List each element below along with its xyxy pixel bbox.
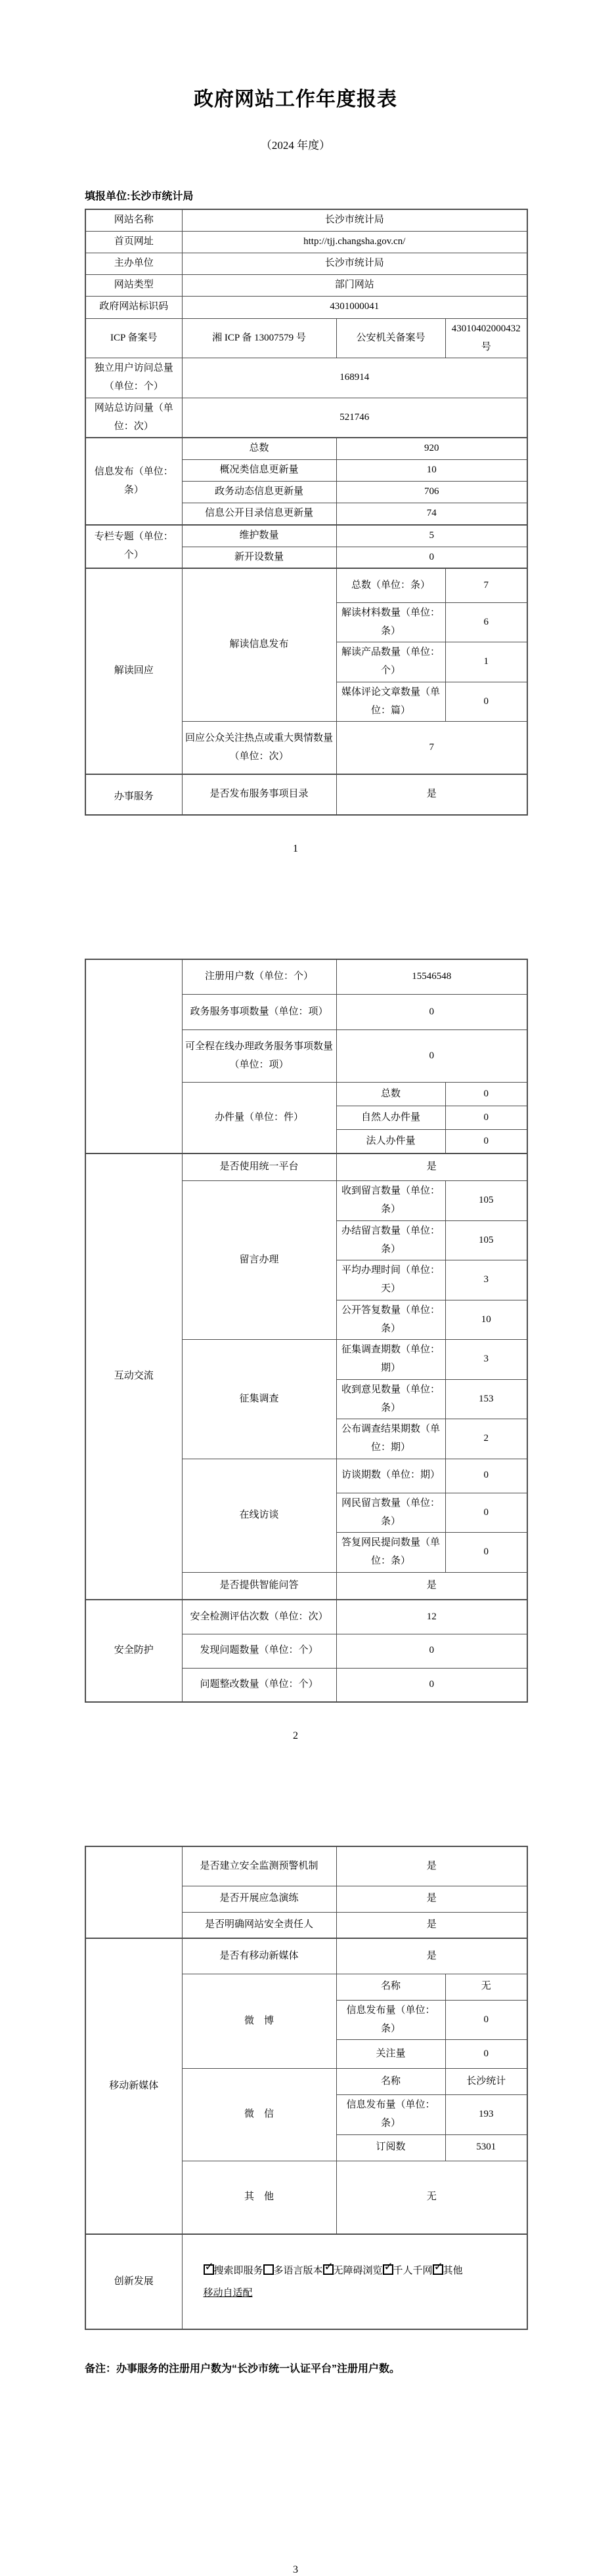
case-natural-label: 自然人办件量 xyxy=(336,1106,445,1130)
mobile-other-value: 无 xyxy=(336,2161,527,2234)
table-row xyxy=(85,209,527,231)
security-continuation-cell xyxy=(85,1846,182,1938)
interp-products-value: 1 xyxy=(445,642,527,682)
page-number-3: 3 xyxy=(293,2564,298,2576)
table-row xyxy=(85,231,527,253)
mobile-group-label: 移动新媒体 xyxy=(85,1938,182,2234)
messages-public-replies-value: 10 xyxy=(445,1300,527,1340)
weibo-name-label: 名称 xyxy=(336,1974,445,2000)
wechat-posts-value: 193 xyxy=(445,2095,527,2135)
interaction-group-label: 互动交流 xyxy=(85,1153,182,1600)
interpretation-group-label: 解读回应 xyxy=(85,568,182,774)
special-columns-group-label: 专栏专题（单位：个） xyxy=(85,525,182,569)
table-row xyxy=(85,774,527,815)
security-group-label: 安全防护 xyxy=(85,1600,182,1702)
messages-avg-time-label: 平均办理时间（单位：天） xyxy=(336,1260,445,1300)
table-row xyxy=(85,296,527,318)
case-legal-label: 法人办件量 xyxy=(336,1130,445,1153)
site-name-label: 网站名称 xyxy=(85,209,182,231)
table-row xyxy=(85,318,527,358)
info-catalog-value: 74 xyxy=(336,503,527,525)
wechat-subscribers-label: 订阅数 xyxy=(336,2134,445,2161)
innovation-group-label: 创新发展 xyxy=(85,2234,182,2329)
checkbox-label-multilingual: 多语言版本 xyxy=(273,2265,323,2276)
problems-fixed-value: 0 xyxy=(336,1668,527,1702)
case-volume-label: 办件量（单位：件） xyxy=(182,1083,336,1153)
table-row xyxy=(85,568,527,602)
checkbox-label-search-as-service: 搜索即服务 xyxy=(213,2265,263,2276)
online-items-label: 可全程在线办理政务服务事项数量（单位：项） xyxy=(182,1030,336,1083)
checkbox-label-personalization: 千人千网 xyxy=(393,2265,433,2276)
service-items-value: 0 xyxy=(336,995,527,1030)
table-row xyxy=(85,358,527,398)
table-row xyxy=(85,959,527,995)
checkbox-multilingual xyxy=(263,2264,274,2275)
site-type-value: 部门网站 xyxy=(182,274,527,296)
unique-visitors-label: 独立用户访问总量（单位：个） xyxy=(85,358,182,398)
site-code-value: 4301000041 xyxy=(182,296,527,318)
table-row xyxy=(85,253,527,274)
police-record-value: 43010402000432 号 xyxy=(445,318,527,358)
registered-users-label: 注册用户数（单位：个） xyxy=(182,959,336,995)
survey-results-label: 公布调查结果期数（单位：期） xyxy=(336,1419,445,1459)
table-row xyxy=(85,525,527,547)
home-url-label: 首页网址 xyxy=(85,231,182,253)
case-total-value: 0 xyxy=(445,1083,527,1106)
case-legal-value: 0 xyxy=(445,1130,527,1153)
columns-maintained-value: 5 xyxy=(336,525,527,547)
columns-new-label: 新开设数量 xyxy=(182,547,336,568)
police-record-label: 公安机关备案号 xyxy=(336,318,445,358)
service-items-label: 政务服务事项数量（单位：项） xyxy=(182,995,336,1030)
online-items-value: 0 xyxy=(336,1030,527,1083)
problems-found-label: 发现问题数量（单位：个） xyxy=(182,1634,336,1668)
info-total-label: 总数 xyxy=(182,438,336,459)
survey-periods-value: 3 xyxy=(445,1340,527,1380)
footnote: 备注：办事服务的注册用户数为“长沙市统一认证平台”注册用户数。 xyxy=(85,2363,401,2375)
messages-public-replies-label: 公开答复数量（单位：条） xyxy=(336,1300,445,1340)
checkbox-label-other: 其他 xyxy=(443,2265,463,2276)
info-catalog-label: 信息公开目录信息更新量 xyxy=(182,503,336,525)
page-number-2: 2 xyxy=(293,1730,298,1742)
table-row xyxy=(85,1153,527,1181)
security-assessments-label: 安全检测评估次数（单位：次） xyxy=(182,1600,336,1634)
table-row xyxy=(85,438,527,459)
has-mobile-label: 是否有移动新媒体 xyxy=(182,1938,336,1974)
total-visits-value: 521746 xyxy=(182,398,527,438)
interview-messages-label: 网民留言数量（单位：条） xyxy=(336,1493,445,1533)
sponsor-label: 主办单位 xyxy=(85,253,182,274)
checkbox-search-as-service xyxy=(204,2264,214,2275)
interp-materials-value: 6 xyxy=(445,602,527,642)
survey-results-value: 2 xyxy=(445,1419,527,1459)
table-row xyxy=(85,2234,527,2329)
messages-resolved-label: 办结留言数量（单位：条） xyxy=(336,1220,445,1260)
table-mobile-innovation xyxy=(85,1846,528,2330)
innovation-content xyxy=(182,2234,527,2329)
hotspot-label: 回应公众关注热点或重大舆情数量（单位：次） xyxy=(182,722,336,774)
info-dynamic-label: 政务动态信息更新量 xyxy=(182,482,336,503)
table-row xyxy=(85,1938,527,1974)
weibo-name-value: 无 xyxy=(445,1974,527,2000)
wechat-posts-label: 信息发布量（单位：条） xyxy=(336,2095,445,2135)
problems-found-value: 0 xyxy=(336,1634,527,1668)
home-url-value: http://tjj.changsha.gov.cn/ xyxy=(182,231,527,253)
total-visits-label: 网站总访问量（单位：次） xyxy=(85,398,182,438)
survey-opinions-value: 153 xyxy=(445,1379,527,1419)
innovation-other-text: 移动自适配 xyxy=(203,2287,253,2298)
info-dynamic-value: 706 xyxy=(336,482,527,503)
monitoring-value: 是 xyxy=(336,1846,527,1886)
registered-users-value: 15546548 xyxy=(336,959,527,995)
site-code-label: 政府网站标识码 xyxy=(85,296,182,318)
interp-media-label: 媒体评论文章数量（单位：篇） xyxy=(336,682,445,722)
wechat-name-value: 长沙统计 xyxy=(445,2069,527,2095)
innovation-options xyxy=(204,2263,525,2279)
table-row xyxy=(85,1846,527,1886)
interview-label: 在线访谈 xyxy=(182,1459,336,1572)
interp-products-label: 解读产品数量（单位：个） xyxy=(336,642,445,682)
smart-qa-value: 是 xyxy=(336,1572,527,1600)
weibo-posts-label: 信息发布量（单位：条） xyxy=(336,2000,445,2040)
sponsor-value: 长沙市统计局 xyxy=(182,253,527,274)
service-continuation-cell xyxy=(85,959,182,1153)
page-break xyxy=(0,855,591,959)
wechat-label: 微 信 xyxy=(182,2069,336,2161)
weibo-followers-label: 关注量 xyxy=(336,2040,445,2069)
site-type-label: 网站类型 xyxy=(85,274,182,296)
table-service-interaction-security xyxy=(85,959,528,1703)
info-release-group-label: 信息发布（单位：条） xyxy=(85,438,182,525)
survey-periods-label: 征集调查期数（单位：期） xyxy=(336,1340,445,1380)
table-row xyxy=(85,398,527,438)
messages-received-value: 105 xyxy=(445,1181,527,1221)
columns-new-value: 0 xyxy=(336,547,527,568)
interview-periods-value: 0 xyxy=(445,1459,527,1493)
report-year: （2024 年度） xyxy=(260,139,331,152)
page-break xyxy=(0,1742,591,1846)
messages-resolved-value: 105 xyxy=(445,1220,527,1260)
unified-platform-label: 是否使用统一平台 xyxy=(182,1153,336,1181)
survey-label: 征集调查 xyxy=(182,1340,336,1459)
checkbox-other xyxy=(433,2264,443,2275)
checkbox-personalization xyxy=(383,2264,393,2275)
drill-value: 是 xyxy=(336,1886,527,1912)
page-title: 政府网站工作年度报表 xyxy=(194,89,397,110)
problems-fixed-label: 问题整改数量（单位：个） xyxy=(182,1668,336,1702)
security-officer-label: 是否明确网站安全责任人 xyxy=(182,1912,336,1938)
service-catalog-value: 是 xyxy=(336,774,527,815)
page-number-1: 1 xyxy=(293,842,298,854)
table-basic-info xyxy=(85,209,528,816)
info-overview-label: 概况类信息更新量 xyxy=(182,460,336,482)
reporting-unit: 填报单位:长沙市统计局 xyxy=(85,191,194,202)
interview-replies-value: 0 xyxy=(445,1533,527,1573)
columns-maintained-label: 维护数量 xyxy=(182,525,336,547)
interp-media-value: 0 xyxy=(445,682,527,722)
service-catalog-label: 是否发布服务事项目录 xyxy=(182,774,336,815)
case-natural-value: 0 xyxy=(445,1106,527,1130)
messages-received-label: 收到留言数量（单位：条） xyxy=(336,1181,445,1221)
unified-platform-value: 是 xyxy=(336,1153,527,1181)
icp-label: ICP 备案号 xyxy=(85,318,182,358)
security-officer-value: 是 xyxy=(336,1912,527,1938)
interview-periods-label: 访谈期数（单位：期） xyxy=(336,1459,445,1493)
mobile-other-label: 其 他 xyxy=(182,2161,336,2234)
service-group-label: 办事服务 xyxy=(85,774,182,815)
interp-materials-label: 解读材料数量（单位：条） xyxy=(336,602,445,642)
messages-avg-time-value: 3 xyxy=(445,1260,527,1300)
survey-opinions-label: 收到意见数量（单位：条） xyxy=(336,1379,445,1419)
smart-qa-label: 是否提供智能问答 xyxy=(182,1572,336,1600)
interview-messages-value: 0 xyxy=(445,1493,527,1533)
has-mobile-value: 是 xyxy=(336,1938,527,1974)
site-name-value: 长沙市统计局 xyxy=(182,209,527,231)
hotspot-value: 7 xyxy=(336,722,527,774)
interp-total-label: 总数（单位：条） xyxy=(336,568,445,602)
security-assessments-value: 12 xyxy=(336,1600,527,1634)
wechat-subscribers-value: 5301 xyxy=(445,2134,527,2161)
interview-replies-label: 答复网民提问数量（单位：条） xyxy=(336,1533,445,1573)
interp-total-value: 7 xyxy=(445,568,527,602)
monitoring-label: 是否建立安全监测预警机制 xyxy=(182,1846,336,1886)
interpretation-release-label: 解读信息发布 xyxy=(182,568,336,722)
unique-visitors-value: 168914 xyxy=(182,358,527,398)
table-row xyxy=(85,274,527,296)
drill-label: 是否开展应急演练 xyxy=(182,1886,336,1912)
weibo-followers-value: 0 xyxy=(445,2040,527,2069)
icp-value: 湘 ICP 备 13007579 号 xyxy=(182,318,336,358)
weibo-label: 微 博 xyxy=(182,1974,336,2069)
info-overview-value: 10 xyxy=(336,460,527,482)
table-row xyxy=(85,1600,527,1634)
case-total-label: 总数 xyxy=(336,1083,445,1106)
info-total-value: 920 xyxy=(336,438,527,459)
message-handling-label: 留言办理 xyxy=(182,1181,336,1340)
wechat-name-label: 名称 xyxy=(336,2069,445,2095)
checkbox-label-accessibility: 无障碍浏览 xyxy=(333,2265,383,2276)
weibo-posts-value: 0 xyxy=(445,2000,527,2040)
checkbox-accessibility xyxy=(323,2264,334,2275)
